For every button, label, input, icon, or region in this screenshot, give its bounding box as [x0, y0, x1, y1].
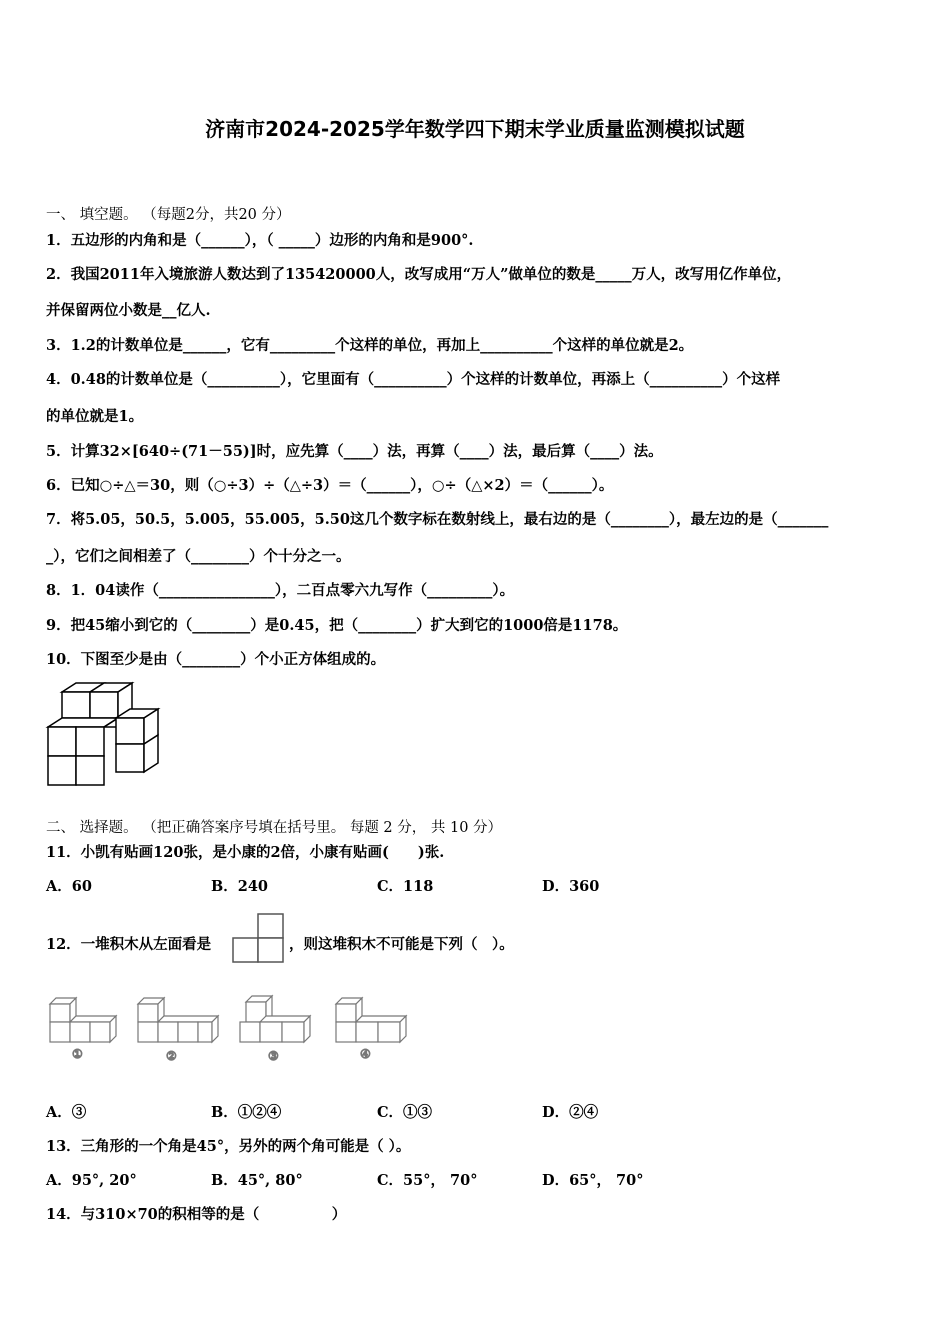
- question-4-line-1: 4．0.48的计数单位是（__________），它里面有（__________）个这样的计数单位，再添上（__________）个这样: [46, 371, 781, 388]
- question-10: 10．下图至少是由（________）个小正方体组成的。: [46, 651, 386, 668]
- q12-option-c[interactable]: C．①③: [377, 1104, 433, 1121]
- figure-label-4: ④: [360, 1047, 371, 1061]
- question-5: 5．计算32×[640÷(71－55)]时，应先算（____）法，再算（____）法，最后算（____）法。: [46, 443, 663, 460]
- question-7-line-1: 7．将5.05，50.5，5.005，55.005，5.50这几个数字标在数射线上，最右边的是（________），最左边的是（_______: [46, 511, 829, 528]
- question-8: 8．1．04读作（________________），二百点零六九写作（_________）。: [46, 582, 515, 599]
- question-4-line-2: 的单位就是1。: [46, 408, 144, 425]
- section-heading-fill-blank: 一、 填空题。 （每题2分，共20 分）: [46, 207, 291, 223]
- cube-stack-figure: [46, 680, 166, 790]
- q13-option-d[interactable]: D．65°， 70°: [542, 1172, 644, 1189]
- q13-option-b[interactable]: B．45°, 80°: [211, 1172, 303, 1189]
- question-11: 11．小凯有贴画120张，是小康的2倍，小康有贴画( )张.: [46, 844, 445, 861]
- question-9: 9．把45缩小到它的（________）是0.45，把（________）扩大到它的1000倍是1178。: [46, 617, 628, 634]
- question-13: 13．三角形的一个角是45°，另外的两个角可能是（ ）。: [46, 1138, 411, 1155]
- question-3: 3．1.2的计数单位是______，它有_________个这样的单位，再加上__________个这样的单位就是2。: [46, 337, 694, 354]
- q11-option-b[interactable]: B．240: [211, 878, 269, 895]
- q12-option-a[interactable]: A．③: [46, 1104, 87, 1121]
- q11-option-c[interactable]: C．118: [377, 878, 434, 895]
- block-figures: [46, 990, 416, 1070]
- q13-option-c[interactable]: C．55°， 70°: [377, 1172, 478, 1189]
- question-2-line-2: 并保留两位小数是__亿人.: [46, 302, 211, 319]
- question-6: 6．已知○÷△＝30，则（○÷3）÷（△÷3）＝（______），○÷（△×2）＝（______）。: [46, 477, 614, 494]
- q11-option-d[interactable]: D．360: [542, 878, 600, 895]
- question-1: 1．五边形的内角和是（______），（ _____）边形的内角和是900°.: [46, 232, 474, 249]
- q13-option-a[interactable]: A．95°, 20°: [46, 1172, 137, 1189]
- q11-option-a[interactable]: A．60: [46, 878, 92, 895]
- section-heading-choice: 二、 选择题。 （把正确答案序号填在括号里。 每题 2 分， 共 10 分）: [46, 820, 503, 836]
- q12-option-b[interactable]: B．①②④: [211, 1104, 282, 1121]
- question-7-line-2: _），它们之间相差了（________）个十分之一。: [46, 548, 351, 565]
- left-view-figure: [231, 912, 287, 964]
- question-12-before: 12．一堆积木从左面看是: [46, 936, 212, 953]
- question-12-after: ，则这堆积木不可能是下列（ ）。: [289, 936, 514, 953]
- figure-label-1: ①: [72, 1047, 83, 1061]
- question-14: 14．与310×70的积相等的是（ ）: [46, 1206, 347, 1223]
- q12-option-d[interactable]: D．②④: [542, 1104, 599, 1121]
- page-title: 济南市2024-2025学年数学四下期末学业质量监测模拟试题: [205, 117, 745, 141]
- question-2-line-1: 2．我国2011年入境旅游人数达到了135420000人，改写成用“万人”做单位的数是_____万人，改写用亿作单位，: [46, 266, 792, 283]
- figure-label-3: ③: [268, 1049, 279, 1063]
- figure-label-2: ②: [166, 1049, 177, 1063]
